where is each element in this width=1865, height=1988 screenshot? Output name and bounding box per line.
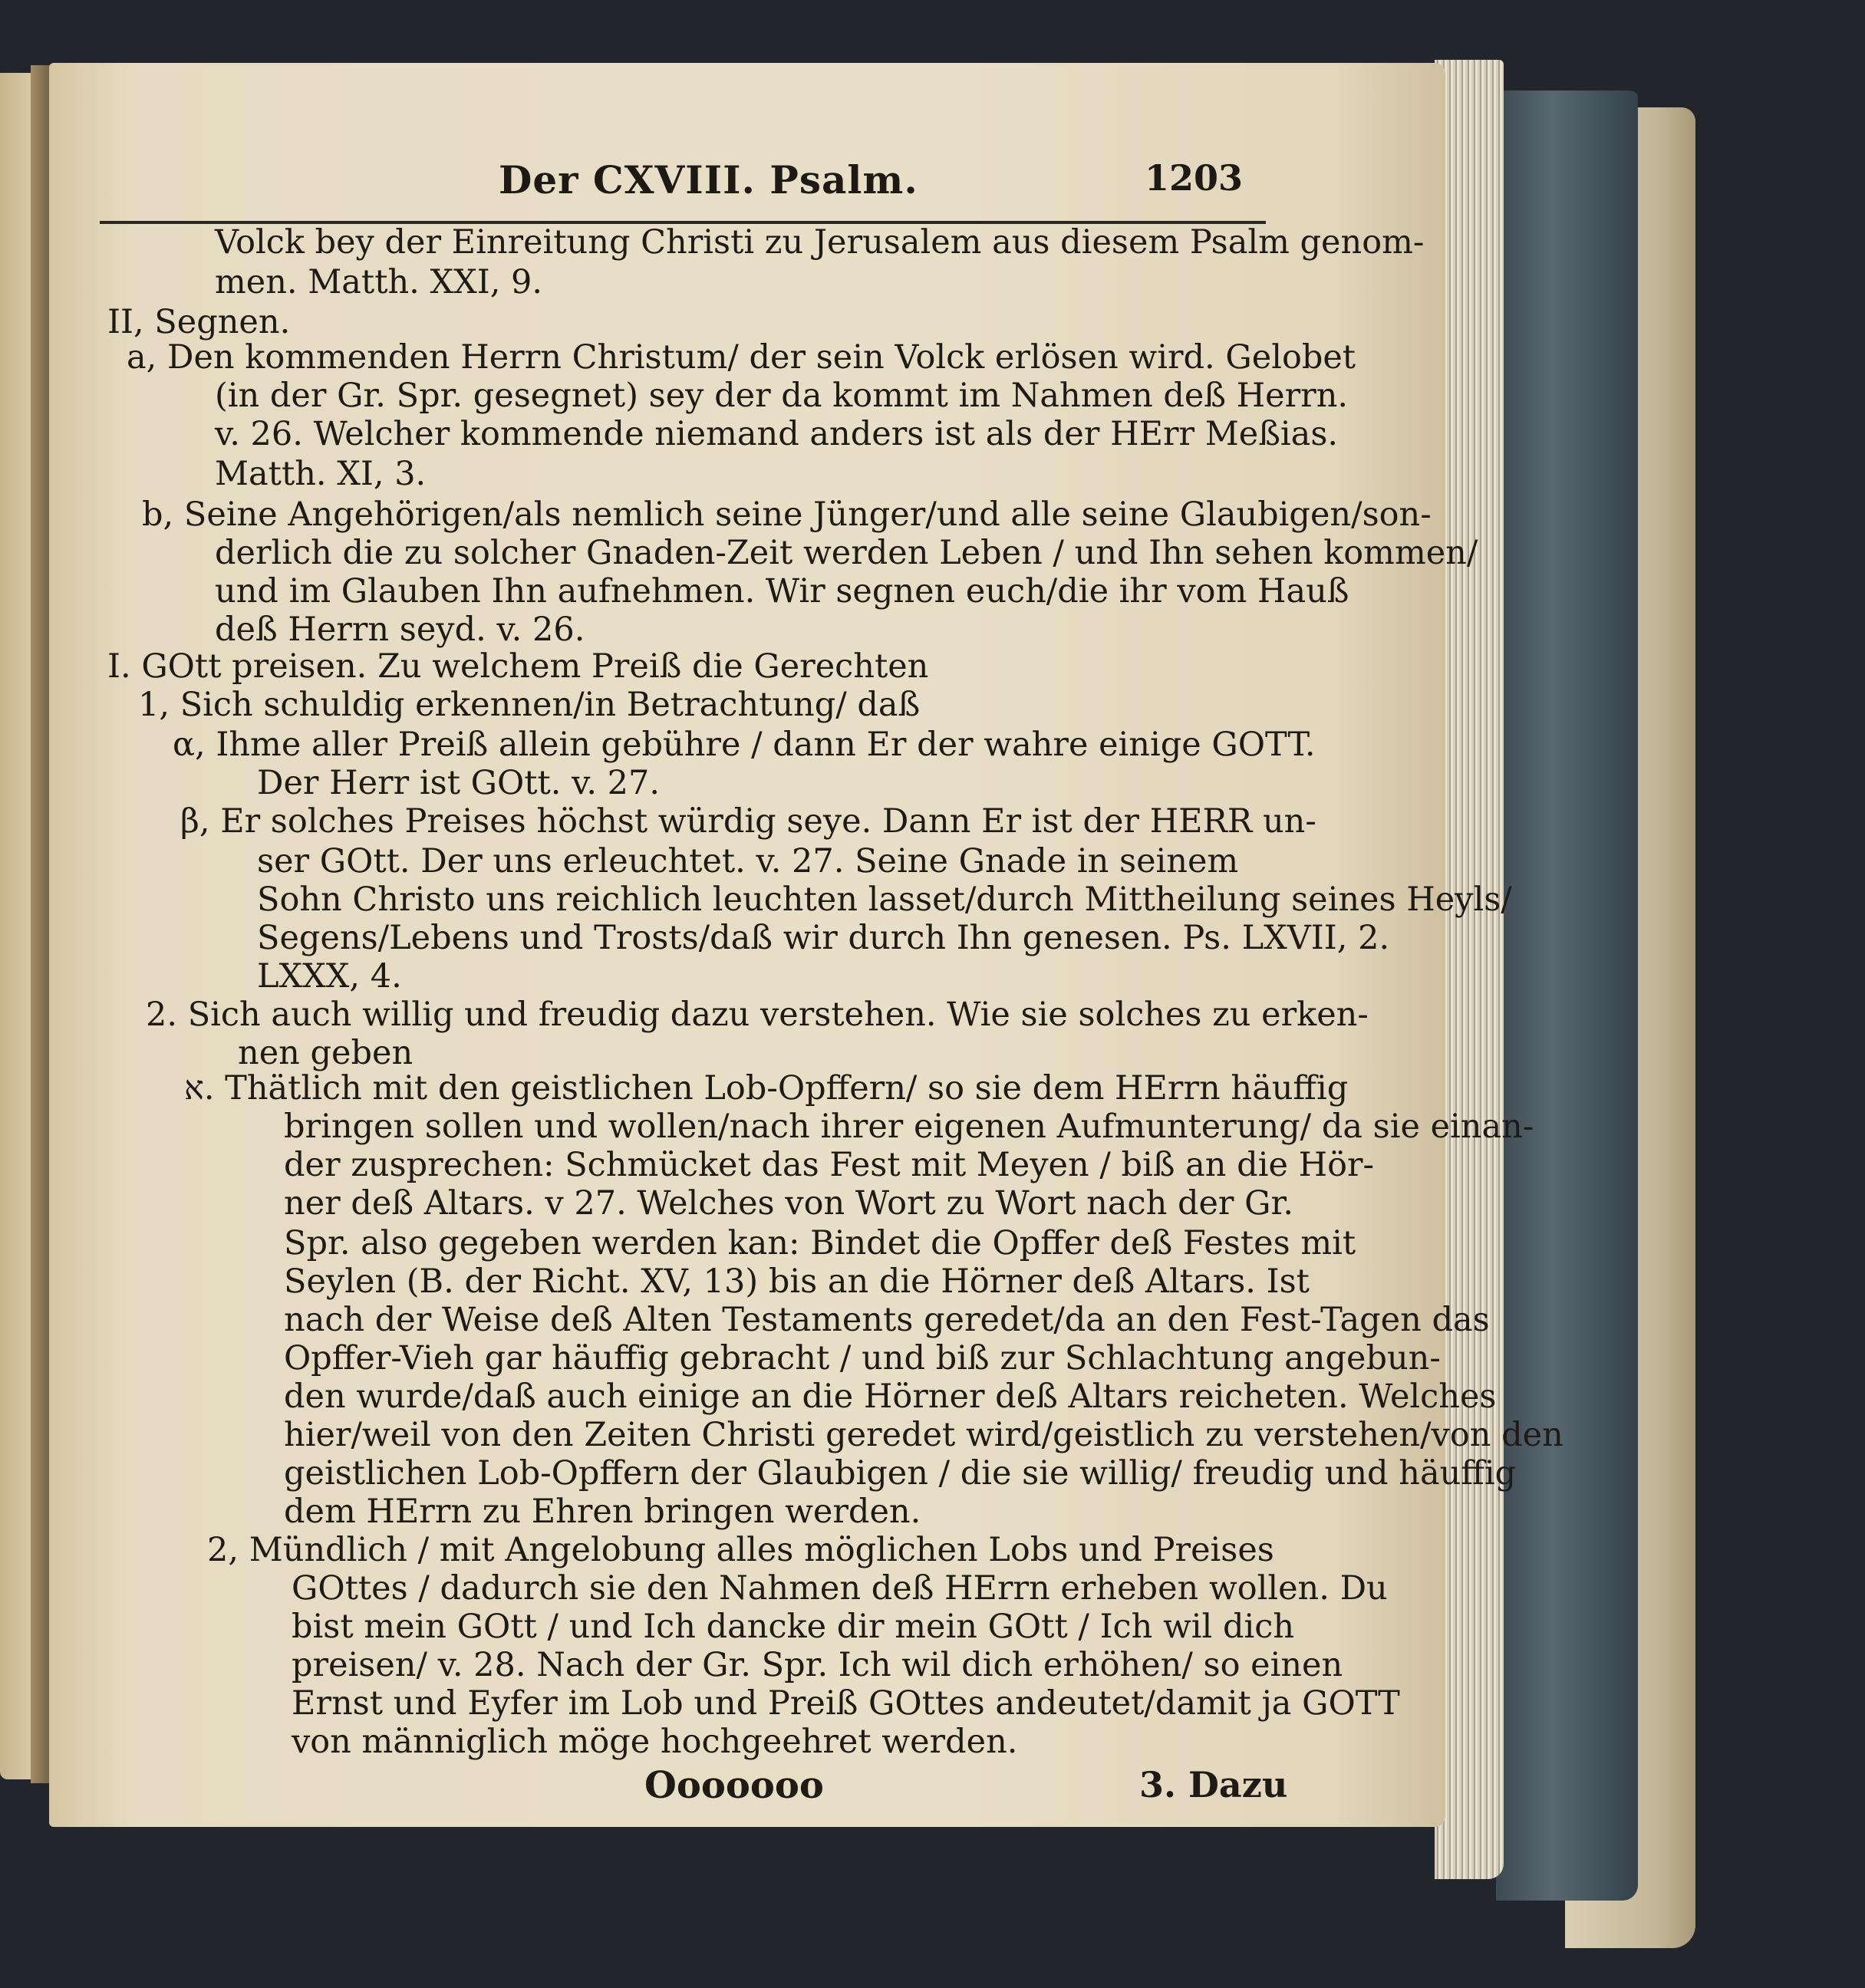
text-line: (in der Gr. Spr. gesegnet) sey der da kommt im Nahmen deß Herrn. — [215, 377, 1349, 415]
text-line: derlich die zu solcher Gnaden-Zeit werden Leben / und Ihn sehen kommen/ — [215, 534, 1478, 572]
text-line: der zusprechen: Schmücket das Fest mit Meyen / biß an die Hör- — [284, 1146, 1375, 1184]
text-line: v. 26. Welcher kommende niemand anders ist als der HErr Meßias. — [215, 415, 1339, 453]
page-number: 1203 — [1144, 157, 1243, 199]
text-line: א. Thätlich mit den geistlichen Lob-Opffern/ so sie dem HErrn häuffig — [184, 1069, 1349, 1108]
text-line: Sohn Christo uns reichlich leuchten lasset/durch Mittheilung seines Heyls/ — [257, 880, 1512, 919]
text-line: men. Matth. XXI, 9. — [215, 263, 543, 301]
text-line: bringen sollen und wollen/nach ihrer eigenen Aufmunterung/ da sie einan- — [284, 1108, 1534, 1146]
text-line: β, Er solches Preises höchst würdig seye. Dann Er ist der HERR un- — [180, 802, 1316, 841]
text-line: geistlichen Lob-Opffern der Glaubigen / die sie willig/ freudig und häuffig — [284, 1454, 1517, 1493]
text-line: α, Ihme aller Preiß allein gebühre / dann Er der wahre einige GOTT. — [173, 726, 1316, 764]
text-line: Spr. also gegeben werden kan: Bindet die Opffer deß Festes mit — [284, 1224, 1356, 1262]
text-line: Opffer-Vieh gar häuffig gebracht / und biß zur Schlachtung angebun- — [284, 1339, 1441, 1377]
text-line: nach der Weise deß Alten Testaments geredet/da an den Fest-Tagen das — [284, 1301, 1490, 1339]
text-line: Seylen (B. der Richt. XV, 13) bis an die Hörner deß Altars. Ist — [284, 1262, 1310, 1301]
text-line: ser GOtt. Der uns erleuchtet. v. 27. Seine Gnade in seinem — [257, 842, 1239, 880]
text-line: nen geben — [238, 1034, 414, 1072]
text-line: den wurde/daß auch einige an die Hörner deß Altars reicheten. Welches — [284, 1377, 1497, 1416]
text-line: 2, Mündlich / mit Angelobung alles möglichen Lobs und Preises — [207, 1531, 1274, 1569]
text-line: Matth. XI, 3. — [215, 455, 427, 493]
text-line: deß Herrn seyd. v. 26. — [215, 611, 585, 649]
running-title: Der CXVIII. Psalm. — [499, 157, 918, 202]
text-line: hier/weil von den Zeiten Christi geredet wird/geistlich zu verstehen/von den — [284, 1416, 1564, 1454]
text-line: Der Herr ist GOtt. v. 27. — [257, 764, 661, 802]
signature-mark: Ooooooo — [644, 1764, 824, 1807]
text-line: LXXX, 4. — [257, 957, 402, 996]
text-line: Ernst und Eyfer im Lob und Preiß GOttes andeutet/damit ja GOTT — [292, 1684, 1400, 1723]
text-line: 2. Sich auch willig und freudig dazu verstehen. Wie sie solches zu erken- — [146, 996, 1369, 1034]
text-line: b, Seine Angehörigen/als nemlich seine Jünger/und alle seine Glaubigen/son- — [142, 495, 1432, 534]
text-line: 1, Sich schuldig erkennen/in Betrachtung/ daß — [138, 686, 921, 724]
text-line: Segens/Lebens und Trosts/daß wir durch Ihn genesen. Ps. LXVII, 2. — [257, 919, 1390, 957]
text-line: preisen/ v. 28. Nach der Gr. Spr. Ich wil dich erhöhen/ so einen — [292, 1646, 1343, 1684]
text-line: von männiglich möge hochgeehret werden. — [292, 1723, 1018, 1761]
text-line: I. GOtt preisen. Zu welchem Preiß die Gerechten — [107, 647, 929, 686]
text-line: II, Segnen. — [107, 303, 291, 341]
text-line: bist mein GOtt / und Ich dancke dir mein GOtt / Ich wil dich — [292, 1608, 1295, 1646]
text-line: und im Glauben Ihn aufnehmen. Wir segnen euch/die ihr vom Hauß — [215, 572, 1349, 611]
text-line: GOttes / dadurch sie den Nahmen deß HErrn erheben wollen. Du — [292, 1569, 1388, 1608]
catchword: 3. Dazu — [1139, 1764, 1288, 1805]
text-line: dem HErrn zu Ehren bringen werden. — [284, 1493, 921, 1531]
text-line: ner deß Altars. v 27. Welches von Wort zu Wort nach der Gr. — [284, 1184, 1293, 1223]
text-line: a, Den kommenden Herrn Christum/ der sein Volck erlösen wird. Gelobet — [127, 338, 1356, 377]
text-line: Volck bey der Einreitung Christi zu Jerusalem aus diesem Psalm genom- — [215, 223, 1425, 262]
